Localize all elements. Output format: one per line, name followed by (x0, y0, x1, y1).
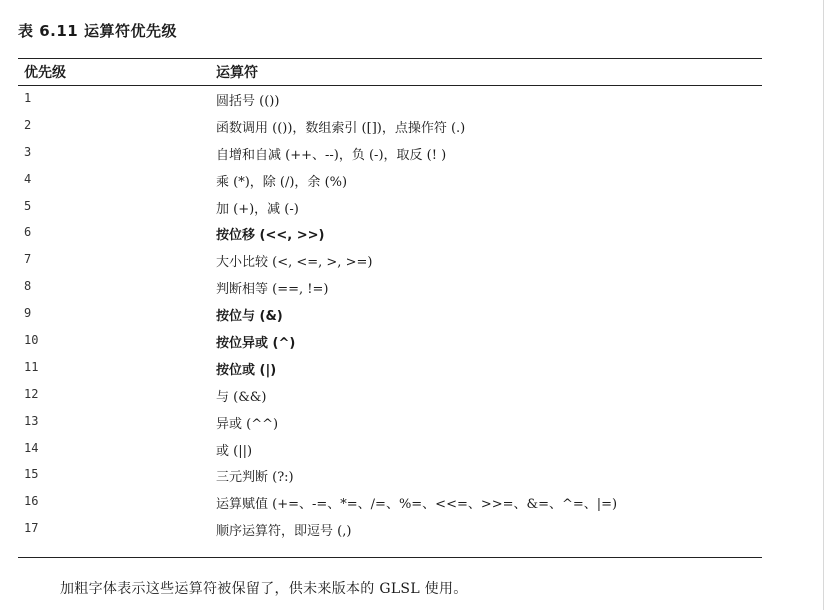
table-row (0, 196, 828, 223)
priority-cell: 1 (24, 91, 32, 105)
table-row (0, 115, 828, 142)
priority-cell: 4 (24, 171, 32, 186)
table-header-rule (18, 85, 762, 86)
priority-cell: 8 (24, 279, 32, 294)
table-row (0, 464, 828, 491)
priority-cell: 6 (24, 225, 32, 240)
priority-cell: 13 (24, 413, 39, 428)
header-operator: 运算符 (216, 65, 258, 81)
footnote: 加粗字体表示这些运算符被保留了，供未来版本的 GLSL 使用。 (60, 581, 468, 597)
priority-cell: 3 (24, 144, 32, 159)
table-row (0, 222, 828, 249)
table-row (0, 518, 828, 545)
table-row (0, 384, 828, 411)
operator-cell: 自增和自减 (++、--)，负 (-)，取反 (! ) (216, 147, 447, 163)
priority-cell: 5 (24, 198, 32, 213)
priority-cell: 11 (24, 359, 39, 374)
priority-cell: 7 (24, 252, 32, 267)
operator-cell-reserved: 按位异或 (^) (216, 336, 296, 352)
priority-cell: 17 (24, 521, 39, 536)
operator-cell: 三元判断 (?:) (216, 470, 294, 486)
operator-cell: 或 (||) (216, 443, 253, 459)
operator-cell: 运算赋值 (+=、-=、*=、/=、%=、<<=、>>=、&=、^=、|=) (216, 497, 618, 513)
header-priority: 优先级 (24, 65, 66, 81)
operator-cell: 乘 (*)，除 (/)，余 (%) (216, 174, 348, 190)
table-row (0, 276, 828, 303)
operator-cell-reserved: 按位移 (<<, >>) (216, 228, 325, 244)
table-caption: 表 6.11 运算符优先级 (18, 22, 177, 40)
table-row (0, 303, 828, 330)
priority-cell: 2 (24, 117, 32, 132)
priority-cell: 16 (24, 494, 39, 509)
table-row (0, 357, 828, 384)
table-row (0, 438, 828, 465)
priority-cell: 9 (24, 306, 32, 321)
priority-cell: 12 (24, 386, 39, 401)
priority-cell: 10 (24, 333, 39, 348)
operator-cell: 圆括号 (()) (216, 94, 280, 109)
table-row (0, 142, 828, 169)
table-bottom-rule (18, 557, 762, 558)
priority-cell: 15 (24, 467, 39, 482)
table-body (0, 88, 828, 545)
table-row (0, 169, 828, 196)
operator-cell: 函数调用 (())，数组索引 ([])，点操作符 (.) (216, 120, 466, 136)
operator-cell: 顺序运算符，即逗号 (,) (216, 524, 352, 540)
table-top-rule (18, 58, 762, 59)
table-row (0, 411, 828, 438)
table-row (0, 330, 828, 357)
operator-cell: 加 (+)，减 (-) (216, 201, 299, 217)
operator-cell-reserved: 按位与 (&) (216, 309, 283, 325)
table-row (0, 249, 828, 276)
priority-cell: 14 (24, 440, 39, 455)
operator-cell: 与 (&&) (216, 389, 267, 405)
operator-cell: 异或 (^^) (216, 416, 279, 432)
operator-cell: 大小比较 (<, <=, >, >=) (216, 255, 373, 271)
table-row (0, 491, 828, 518)
table-row (0, 88, 828, 115)
operator-cell: 判断相等 (==, !=) (216, 282, 329, 298)
operator-cell-reserved: 按位或 (|) (216, 362, 277, 378)
